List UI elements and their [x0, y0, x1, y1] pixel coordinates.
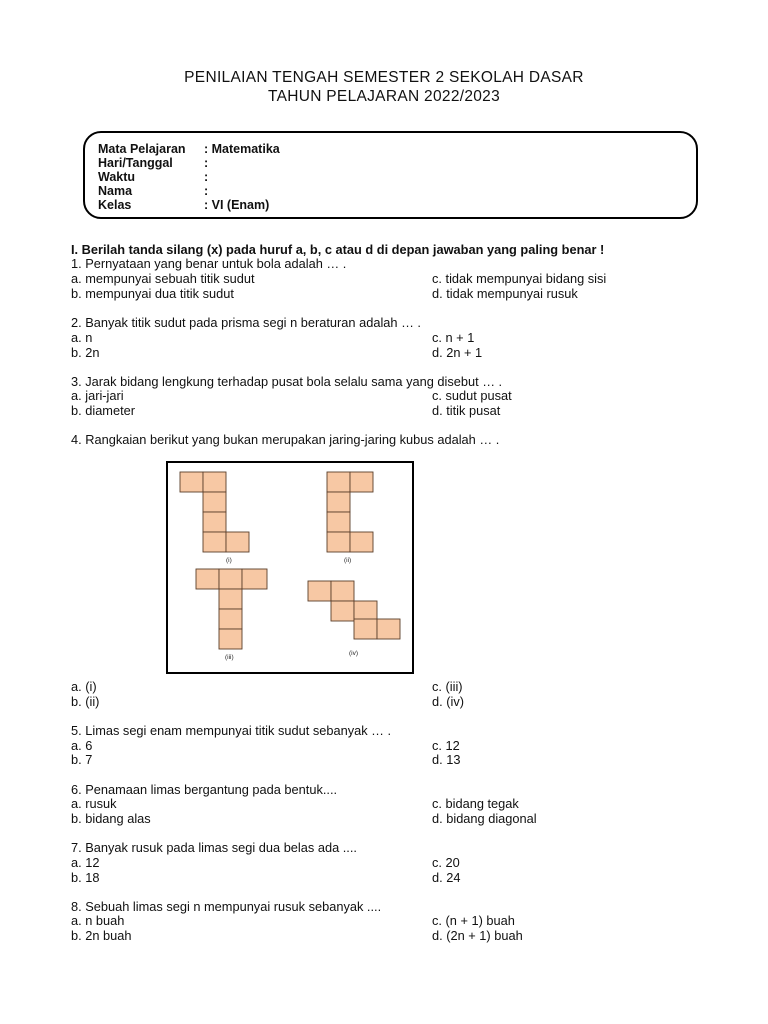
question-1-option-a: a. mempunyai sebuah titik sudut — [71, 271, 255, 286]
info-label: Mata Pelajaran — [98, 142, 186, 156]
cube-nets-svg — [168, 463, 412, 672]
info-value: : Matematika — [204, 142, 280, 156]
question-1-option-b: b. mempunyai dua titik sudut — [71, 286, 234, 301]
net-label-iii: (iii) — [225, 654, 234, 661]
cube-nets-figure — [166, 461, 414, 674]
cube-net-ii — [327, 472, 373, 552]
section-instruction: I. Berilah tanda silang (x) pada huruf a, b, c atau d di depan jawaban yang paling benar ! — [71, 242, 605, 257]
question-2-option-a: a. n — [71, 330, 93, 345]
cube-net-iv — [308, 581, 400, 639]
info-label: Hari/Tanggal — [98, 156, 173, 170]
question-2-option-b: b. 2n — [71, 345, 100, 360]
info-value: : VI (Enam) — [204, 198, 270, 212]
question-5-text: 5. Limas segi enam mempunyai titik sudut sebanyak … . — [71, 723, 392, 738]
question-7-option-a: a. 12 — [71, 855, 100, 870]
exam-title-line-2: TAHUN PELAJARAN 2022/2023 — [267, 88, 501, 105]
net-label-iv: (iv) — [349, 650, 359, 657]
question-8-option-a: a. n buah — [71, 913, 125, 928]
info-value: : — [204, 184, 209, 198]
question-7-text: 7. Banyak rusuk pada limas segi dua belas ada .... — [71, 840, 357, 855]
question-8-text: 8. Sebuah limas segi n mempunyai rusuk sebanyak .... — [71, 899, 382, 914]
question-3-option-a: a. jari-jari — [71, 388, 124, 403]
question-2-option-c: c. n + 1 — [432, 330, 475, 345]
question-4-option-d: d. (iv) — [432, 694, 464, 709]
question-4-option-a: a. (i) — [71, 679, 97, 694]
question-5-option-a: a. 6 — [71, 738, 93, 753]
question-7-option-b: b. 18 — [71, 870, 100, 885]
question-1-option-d: d. tidak mempunyai rusuk — [432, 286, 578, 301]
question-5-option-c: c. 12 — [432, 738, 460, 753]
question-6-option-b: b. bidang alas — [71, 811, 151, 826]
question-4-option-c: c. (iii) — [432, 679, 463, 694]
question-4-option-b: b. (ii) — [71, 694, 100, 709]
question-6-option-d: d. bidang diagonal — [432, 811, 537, 826]
question-3-option-c: c. sudut pusat — [432, 388, 512, 403]
info-label: Nama — [98, 184, 133, 198]
question-8-option-c: c. (n + 1) buah — [432, 913, 515, 928]
info-value: : — [204, 156, 209, 170]
question-2-text: 2. Banyak titik sudut pada prisma segi n beraturan adalah … . — [71, 315, 421, 330]
question-3-text: 3. Jarak bidang lengkung terhadap pusat bola selalu sama yang disebut … . — [71, 374, 503, 389]
question-1-option-c: c. tidak mempunyai bidang sisi — [432, 271, 607, 286]
net-label-ii: (ii) — [344, 557, 352, 564]
info-label: Kelas — [98, 198, 132, 212]
info-value: : — [204, 170, 209, 184]
net-label-i: (i) — [226, 557, 232, 564]
question-1-text: 1. Pernyataan yang benar untuk bola adalah … . — [71, 256, 347, 271]
question-7-option-d: d. 24 — [432, 870, 461, 885]
question-6-text: 6. Penamaan limas bergantung pada bentuk.... — [71, 782, 338, 797]
question-6-option-c: c. bidang tegak — [432, 796, 519, 811]
question-3-option-d: d. titik pusat — [432, 403, 501, 418]
exam-title-line-1: PENILAIAN TENGAH SEMESTER 2 SEKOLAH DASAR — [184, 69, 584, 86]
question-4-text: 4. Rangkaian berikut yang bukan merupakan jaring-jaring kubus adalah … . — [71, 432, 500, 447]
question-2-option-d: d. 2n + 1 — [432, 345, 483, 360]
question-6-option-a: a. rusuk — [71, 796, 117, 811]
question-5-option-d: d. 13 — [432, 752, 461, 767]
cube-net-iii — [196, 569, 267, 649]
question-3-option-b: b. diameter — [71, 403, 136, 418]
question-7-option-c: c. 20 — [432, 855, 460, 870]
student-info-box — [83, 131, 698, 219]
question-8-option-b: b. 2n buah — [71, 928, 132, 943]
question-8-option-d: d. (2n + 1) buah — [432, 928, 523, 943]
info-label: Waktu — [98, 170, 136, 184]
cube-net-i — [180, 472, 249, 552]
question-5-option-b: b. 7 — [71, 752, 93, 767]
